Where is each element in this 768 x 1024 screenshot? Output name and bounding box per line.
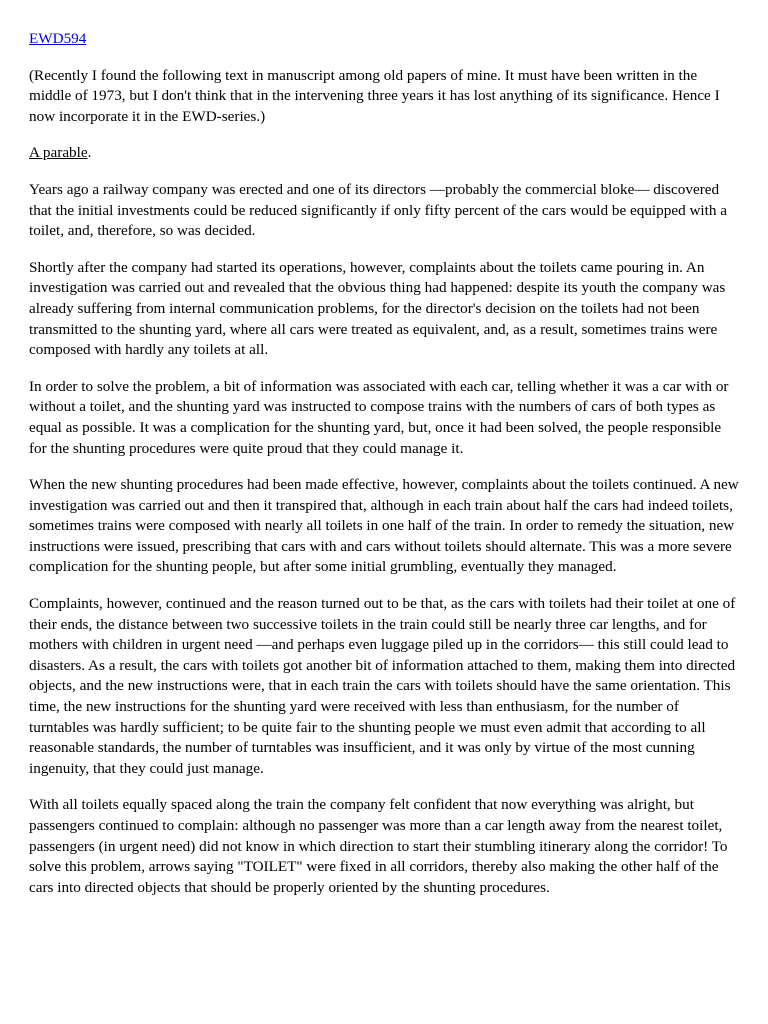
section-heading-text: A parable [29,144,88,162]
paragraph-3: In order to solve the problem, a bit of information was associated with each car, telling whether it was a car with or without a toilet, and the shunting yard was instructed to compose trains with the numbers of cars of both types as equal as possible. It was a complication for the shunting yard, but, once it had been solved, the people responsible for the shunting procedures were quite proud that they could manage it. [29,377,729,457]
paragraph-5: Complaints, however, continued and the reason turned out to be that, as the cars with toilets had their toilet at one of their ends, the distance between two successive toilets in the train could still be nearly three car lengths, and for mothers with children in urgent need —and perhaps even luggage piled up in the corridors— this still could lead to disasters. As a result, the cars with toilets got another bit of information attached to them, making them into directed objects, and the new instructions were, that in each train the cars with toilets should have the same orientation. This time, the new instructions for the shunting yard were received with less than enthusiasm, for the number of turntables was hardly sufficient; to be quite fair to the shunting people we must even admit that according to all reasonable standards, the number of turntables was insufficient, and it was only by virtue of the most cunning ingenuity, that they could just manage. [29,595,736,777]
link-block [29,29,739,50]
section-heading-period: . [87,144,92,162]
intro-note: (Recently I found the following text in manuscript among old papers of mine. It must have been written in the middle of 1973, but I don't think that in the intervening three years it has lost anything of its significance. Hence I now incorporate it in the EWD-series.) [29,66,720,125]
paragraph-4: When the new shunting procedures had been made effective, however, complaints about the toilets continued. A new investigation was carried out and then it transpired that, although in each train about half the cars had indeed toilets, sometimes trains were composed with nearly all toilets in one half of the train. In order to remedy the situation, new instructions were issued, prescribing that cars with and cars without toilets should alternate. This was a more severe complication for the shunting people, but after some initial grumbling, eventually they managed. [29,476,739,576]
paragraph-6: With all toilets equally spaced along the train the company felt confident that now everything was alright, but passengers continued to complain: although no passenger was more than a car length away from the nearest toilet, passengers (in urgent need) did not know in which direction to start their stumbling itinerary along the corridor! To solve this problem, arrows saying "TOILET" were fixed in all corridors, thereby also making the other half of the cars into directed objects that should be properly oriented by the shunting procedures. [29,796,728,896]
paragraph-2: Shortly after the company had started its operations, however, complaints about the toilets came pouring in. An investigation was carried out and revealed that the obvious thing had happened: despite its youth the company was already suffering from internal communication problems, for the director's decision on the toilets had not been transmitted to the shunting yard, where all cars were treated as equivalent, and, as a result, sometimes trains were composed with hardly any toilets at all. [29,258,726,359]
paragraph-1: Years ago a railway company was erected and one of its directors —probably the commercial bloke— discovered that the initial investments could be reduced significantly if only fifty percent of the cars would be equipped with a toilet, and, therefore, so was decided. [29,180,728,240]
ewd-index-link[interactable]: EWD594 [29,30,87,47]
section-heading [29,143,739,164]
